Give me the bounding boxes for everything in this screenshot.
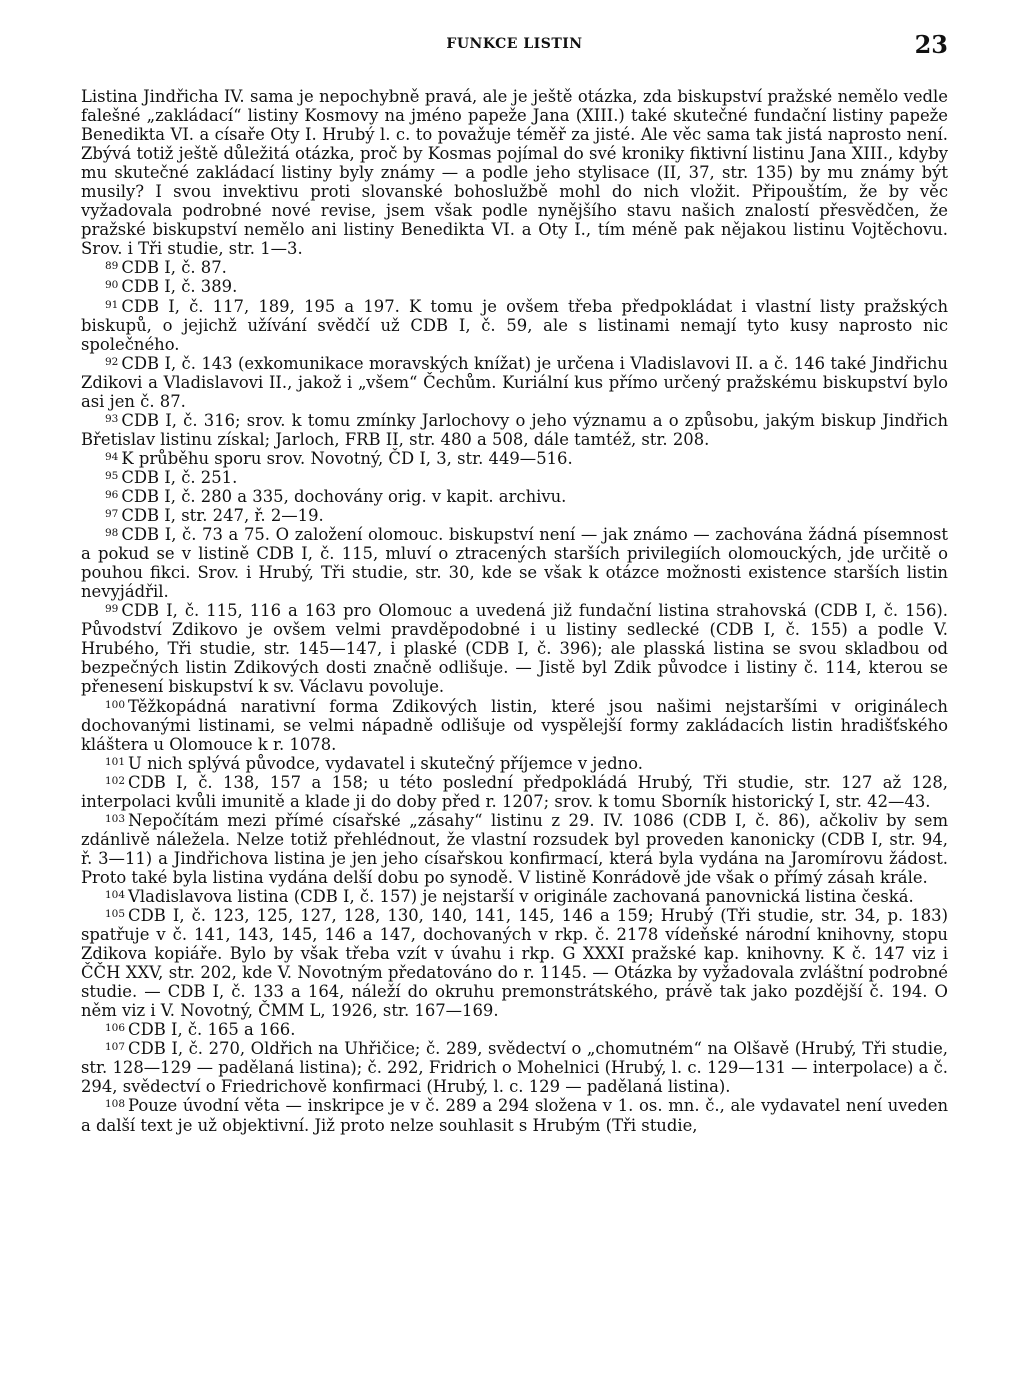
continued-footnote [81,87,948,258]
footnote-text: Vladislavova listina (CDB I, č. 157) je nejstarší v originále zachovaná panovnická listina česká. [128,886,914,906]
footnote-number: 102 [105,774,126,787]
footnote-text: U nich splývá původce, vydavatel i skutečný příjemce v jedno. [128,753,643,773]
footnote-text: CDB I, č. 165 a 166. [128,1020,296,1040]
footnote-text: Pouze úvodní věta — inskripce je v č. 289 a 294 složena v 1. os. mn. č., ale vydavatel není uveden a další text je už objektivní. Již proto nelze souhlasit s Hrubým (Tři studie, [81,1096,948,1135]
footnote-101 [81,754,948,773]
footnote-91 [81,297,948,354]
footnote-92 [81,354,948,411]
footnote-text: Těžkopádná narativní forma Zdikových listin, které jsou našimi nejstaršími v originálech dochovanými listinami, se velmi nápadně odlišuje od vyspělejší formy zakládacích listin hradišťského kláštera u Olomouce k r. 1078. [81,696,948,754]
footnote-text: CDB I, č. 87. [121,258,227,278]
footnote-number: 107 [105,1041,126,1054]
footnote-text: CDB I, č. 389. [121,277,238,297]
footnote-number: 99 [105,603,119,616]
footnote-number: 98 [105,527,119,540]
footnote-text: Nepočítám mezi přímé císařské „zásahy“ listinu z 29. IV. 1086 (CDB I, č. 86), ačkoliv by sem zdánlivě náležela. Nelze totiž přehlédnout, že vlastní rozsudek byl proveden kanonicky (CDB I, str. 94, ř. 3—11) a Jindřichova listina je jen jeho císařskou konfirmací, která byla vydána na Jaromírovu žádost. Proto také byla listina vydána delší dobu po synodě. V listině Konrádově jde však o přímý zásah krále. [81,810,948,887]
footnote-number: 104 [105,888,126,901]
footnote-96 [81,487,948,506]
footnote-text-block [81,87,948,1135]
footnote-98 [81,525,948,601]
footnote-text: CDB I, č. 115, 116 a 163 pro Olomouc a uvedená již fundační listina strahovská (CDB I, č. 156). Původství Zdikovo je ovšem velmi pravděpodobné i u listiny sedlecké (CDB I, č. 155) a podle V. Hrubého, Tři studie, str. 145—147, i plaské (CDB I, č. 396); ale plasská listina se svou skladbou od bezpečných listin Zdikových dosti značně odlišuje. — Jistě byl Zdik původce i listiny č. 114, kterou se přenesení biskupství k sv. Václavu povoluje. [81,601,948,697]
footnote-103 [81,811,948,887]
footnote-number: 91 [105,298,119,311]
footnote-108 [81,1096,948,1134]
footnote-number: 89 [105,260,119,273]
footnote-text: CDB I, č. 138, 157 a 158; u této poslední předpokládá Hrubý, Tři studie, str. 127 až 128, interpolaci kvůli imunitě a klade ji do doby před r. 1207; srov. k tomu Sborník historický I, str. 42—43. [81,772,948,811]
footnote-text: CDB I, č. 73 a 75. O založení olomouc. biskupství není — jak známo — zachována žádná písemnost a pokud se v listině CDB I, č. 115, mluví o ztracených starších privilegiích olomouckých, jde určitě o pouhou fikci. Srov. i Hrubý, Tři studie, str. 30, kde se však k otázce možnosti existence starších listin nevyjádřil. [81,525,948,602]
footnote-text: K průběhu sporu srov. Novotný, ČD I, 3, str. 449—516. [121,448,573,468]
footnote-text: CDB I, č. 123, 125, 127, 128, 130, 140, 141, 145, 146 a 159; Hrubý (Tři studie, str. 34, p. 183) spatřuje v č. 141, 143, 145, 146 a 147, dochovaných v rkp. č. 2178 vídeňské národní knihovny, stopu Zdikova kopiáře. Bylo by však třeba vzít v úvahu i rkp. G XXXI pražské kap. knihovny. K č. 147 viz i ČČH XXV, str. 202, kde V. Novotným předatováno do r. 1145. — Otázka by vyžadovala zvláštní podrobné studie. — CDB I, č. 133 a 164, náleží do okruhu premonstrátského, právě tak jako pozdější č. 194. O něm viz i V. Novotný, ČMM L, 1926, str. 167—169. [81,906,948,1021]
footnote-94 [81,449,948,468]
footnote-text: CDB I, č. 316; srov. k tomu zmínky Jarlochovy o jeho významu a o způsobu, jakým biskup Jindřich Břetislav listinu získal; Jarloch, FRB II, str. 480 a 508, dále tamtéž, str. 208. [81,410,948,449]
footnote-number: 95 [105,469,119,482]
footnote-107 [81,1039,948,1096]
footnote-93 [81,411,948,449]
footnote-text: CDB I, str. 247, ř. 2—19. [121,506,324,526]
footnote-text: CDB I, č. 270, Oldřich na Uhřičice; č. 289, svědectví o „chomutném“ na Olšavě (Hrubý, Tři studie, str. 128—129 — padělaná listina); č. 292, Fridrich o Mohelnici (Hrubý, l. c. 129—131 — interpolace) a č. 294, svědectví o Friedrichově konfirmaci (Hrubý, l. c. 129 — padělaná listina). [81,1039,948,1097]
footnote-number: 97 [105,508,119,521]
footnote-number: 96 [105,488,119,501]
footnote-number: 100 [105,698,126,711]
footnote-90 [81,277,948,296]
footnote-97 [81,506,948,525]
footnote-number: 92 [105,355,119,368]
footnote-number: 93 [105,412,119,425]
footnote-105 [81,906,948,1020]
footnote-number: 105 [105,908,126,921]
footnote-number: 106 [105,1022,126,1035]
page-header [81,30,948,64]
footnote-number: 103 [105,812,126,825]
page-number: 23 [914,30,948,59]
footnote-number: 101 [105,755,126,768]
footnote-102 [81,773,948,811]
footnote-104 [81,887,948,906]
footnote-number: 94 [105,450,119,463]
footnote-99 [81,601,948,696]
footnote-text: Listina Jindřicha IV. sama je nepochybně pravá, ale je ještě otázka, zda biskupství pražské nemělo vedle falešné „zakládací“ listiny Kosmovy na jméno papeže Jana (XIII.) také skutečné fundační listiny papeže Benedikta VI. a císaře Oty I. Hrubý l. c. to považuje téměř za jisté. Ale věc sama tak jistá naprosto není. Zbývá totiž ještě důležitá otázka, proč by Kosmas pojímal do své kroniky fiktivní listinu Jana XIII., kdyby mu skutečné zakládací listiny byly známy — a podle jeho stylisace (II, 37, str. 135) by mu známy být musily? I svou invektivu proti slovanské bohoslužbě mohl do nich vložit. Připouštím, že by věc vyžadovala podrobné nové revise, jsem však podle nynějšího stavu našich znalostí přesvědčen, že pražské biskupství nemělo ani listiny Benedikta VI. a Oty I., tím méně pak nějakou listinu Vojtěchovu. Srov. i Tři studie, str. 1—3. [81,87,948,259]
footnote-text: CDB I, č. 117, 189, 195 a 197. K tomu je ovšem třeba předpokládat i vlastní listy pražských biskupů, o jejichž užívání svědčí už CDB I, č. 59, ale s listinami nemají tyto kusy naprosto nic společného. [81,296,948,354]
footnote-text: CDB I, č. 251. [121,467,238,487]
footnote-number: 90 [105,279,119,292]
footnote-106 [81,1020,948,1039]
footnote-100 [81,697,948,754]
footnote-number: 108 [105,1098,126,1111]
footnote-text: CDB I, č. 143 (exkomunikace moravských knížat) je určena i Vladislavovi II. a č. 146 také Jindřichu Zdikovi a Vladislavovi II., jakož i „všem“ Čechům. Kuriální kus přímo určený pražskému biskupství bylo asi jen č. 87. [81,353,948,411]
footnote-89 [81,258,948,277]
running-title: FUNKCE LISTIN [446,36,583,52]
footnote-text: CDB I, č. 280 a 335, dochovány orig. v kapit. archivu. [121,486,567,506]
footnote-95 [81,468,948,487]
